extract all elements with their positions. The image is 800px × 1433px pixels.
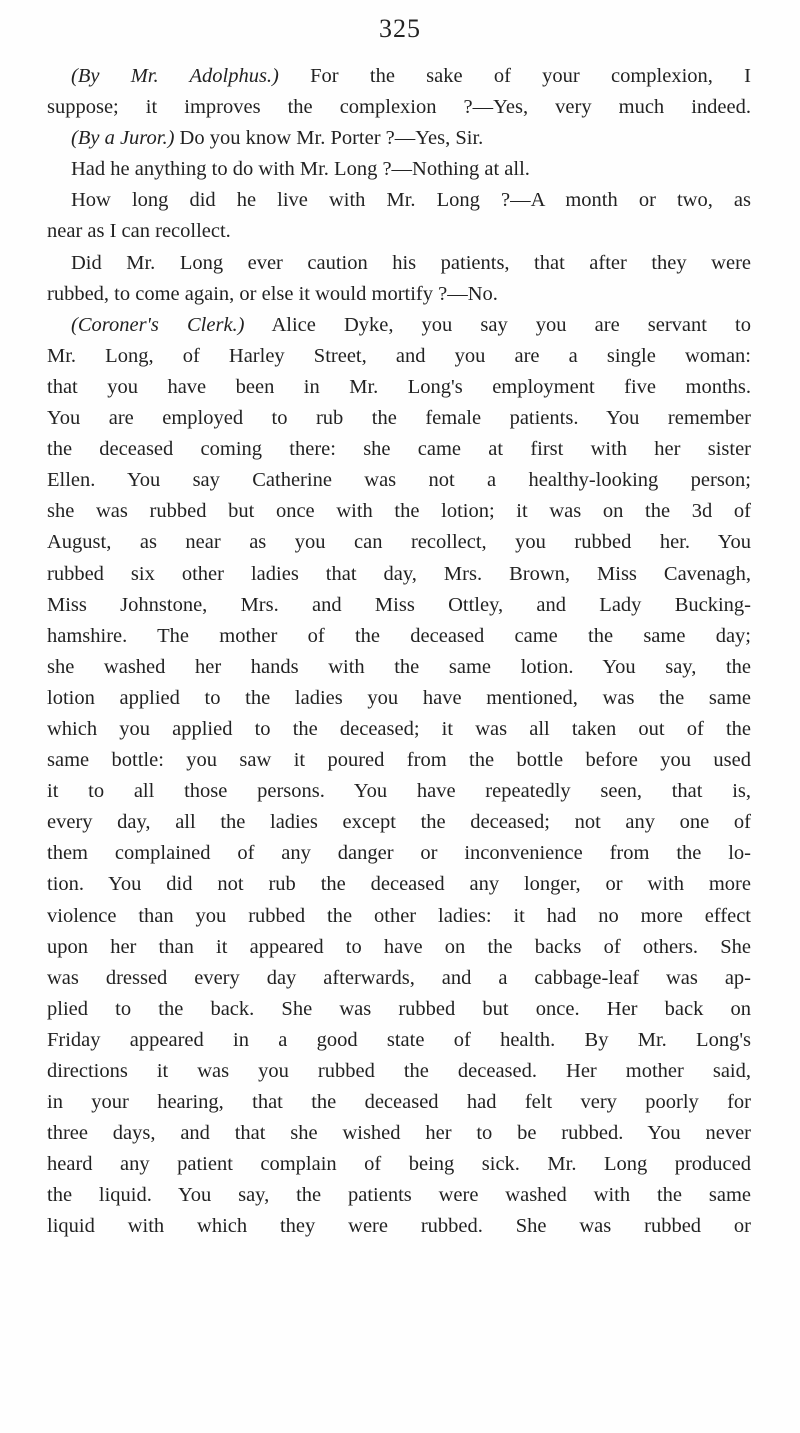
line-text: in your hearing, that the deceased had felt very poorly for	[47, 1091, 751, 1114]
line-text: every day, all the ladies except the deceased; not any one of	[47, 811, 751, 834]
text-line	[47, 994, 751, 1025]
line-text: she washed her hands with the same lotion. You say, the	[47, 655, 751, 678]
italic-speaker-label: (Coroner's Clerk.)	[71, 313, 245, 336]
text-line	[47, 590, 751, 621]
line-text: upon her than it appeared to have on the backs of others. She	[47, 935, 751, 958]
text-line	[47, 310, 751, 341]
text-line	[47, 1149, 751, 1180]
line-text: rubbed six other ladies that day, Mrs. Brown, Miss Cavenagh,	[47, 562, 751, 585]
text-line	[47, 1087, 751, 1118]
page-number: 325	[379, 14, 421, 43]
text-line	[47, 61, 751, 92]
text-line	[47, 683, 751, 714]
line-text: the liquid. You say, the patients were washed with the same	[47, 1184, 751, 1207]
line-text: For the sake of your complexion, I	[278, 65, 751, 87]
text-line	[47, 745, 751, 776]
line-text: plied to the back. She was rubbed but once. Her back on	[47, 997, 751, 1020]
line-text: rubbed, to come again, or else it would mortify ?—No.	[47, 282, 498, 305]
line-text: Miss Johnstone, Mrs. and Miss Ottley, and Lady Bucking-	[47, 593, 751, 616]
line-text: Friday appeared in a good state of health. By Mr. Long's	[47, 1028, 751, 1051]
italic-speaker-label: (By a Juror.)	[71, 127, 175, 150]
line-text: Mr. Long, of Harley Street, and you are a single woman:	[47, 344, 751, 367]
line-text: she was rubbed but once with the lotion; it was on the 3d of	[47, 500, 751, 523]
text-line	[47, 1025, 751, 1056]
text-line	[47, 341, 751, 372]
text-line	[47, 869, 751, 900]
line-text: them complained of any danger or inconvenience from the lo-	[47, 842, 751, 865]
line-text: which you applied to the deceased; it was all taken out of the	[47, 717, 751, 740]
text-line	[47, 1180, 751, 1211]
text-line	[47, 1211, 751, 1242]
text-line	[47, 963, 751, 994]
line-text: near as I can recollect.	[47, 220, 231, 243]
line-text: suppose; it improves the complexion ?—Yes, very much indeed.	[47, 96, 751, 119]
text-line	[47, 216, 751, 247]
line-text: August, as near as you can recollect, you rubbed her. You	[47, 531, 751, 554]
text-line	[47, 92, 751, 123]
line-text: You are employed to rub the female patients. You remember	[47, 407, 751, 430]
text-line	[47, 279, 751, 310]
line-text: the deceased coming there: she came at first with her sister	[47, 438, 751, 461]
text-line	[47, 652, 751, 683]
text-line	[47, 1056, 751, 1087]
italic-speaker-label: (By Mr. Adolphus.)	[71, 65, 279, 87]
text-line	[47, 1118, 751, 1149]
text-line	[47, 496, 751, 527]
text-line	[47, 838, 751, 869]
body-text	[47, 61, 751, 1243]
text-line	[47, 807, 751, 838]
text-line	[47, 714, 751, 745]
text-line	[47, 776, 751, 807]
line-text: directions it was you rubbed the deceased. Her mother said,	[47, 1060, 751, 1082]
text-line	[47, 372, 751, 403]
text-line	[47, 185, 751, 216]
line-text: violence than you rubbed the other ladies: it had no more effect	[47, 904, 751, 927]
line-text: three days, and that she wished her to be rubbed. You never	[47, 1122, 751, 1145]
text-line	[47, 465, 751, 496]
line-text: lotion applied to the ladies you have mentioned, was the same	[47, 686, 751, 709]
line-text: Do you know Mr. Porter ?—Yes, Sir.	[174, 127, 484, 150]
line-text: Did Mr. Long ever caution his patients, that after they were	[71, 251, 751, 274]
line-text: Had he anything to do with Mr. Long ?—Nothing at all.	[71, 158, 530, 181]
text-line	[47, 527, 751, 558]
line-text: liquid with which they were rubbed. She was rubbed or	[47, 1215, 751, 1238]
line-text: that you have been in Mr. Long's employment five months.	[47, 375, 751, 398]
text-line	[47, 434, 751, 465]
text-line	[47, 123, 751, 154]
text-line	[47, 932, 751, 963]
line-text: was dressed every day afterwards, and a cabbage-leaf was ap-	[47, 966, 751, 989]
text-line	[47, 901, 751, 932]
line-text: Alice Dyke, you say you are servant to	[244, 313, 751, 336]
text-line	[47, 621, 751, 652]
line-text: Ellen. You say Catherine was not a healthy-looking person;	[47, 469, 751, 492]
text-line	[47, 403, 751, 434]
line-text: same bottle: you saw it poured from the bottle before you used	[47, 749, 751, 772]
line-text: How long did he live with Mr. Long ?—A month or two, as	[71, 189, 751, 212]
text-line	[47, 559, 751, 590]
line-text: heard any patient complain of being sick. Mr. Long produced	[47, 1153, 751, 1176]
line-text: hamshire. The mother of the deceased came the same day;	[47, 624, 751, 647]
text-line	[47, 154, 751, 185]
line-text: tion. You did not rub the deceased any longer, or with more	[47, 873, 751, 896]
line-text: it to all those persons. You have repeatedly seen, that is,	[47, 780, 751, 803]
text-line	[47, 248, 751, 279]
